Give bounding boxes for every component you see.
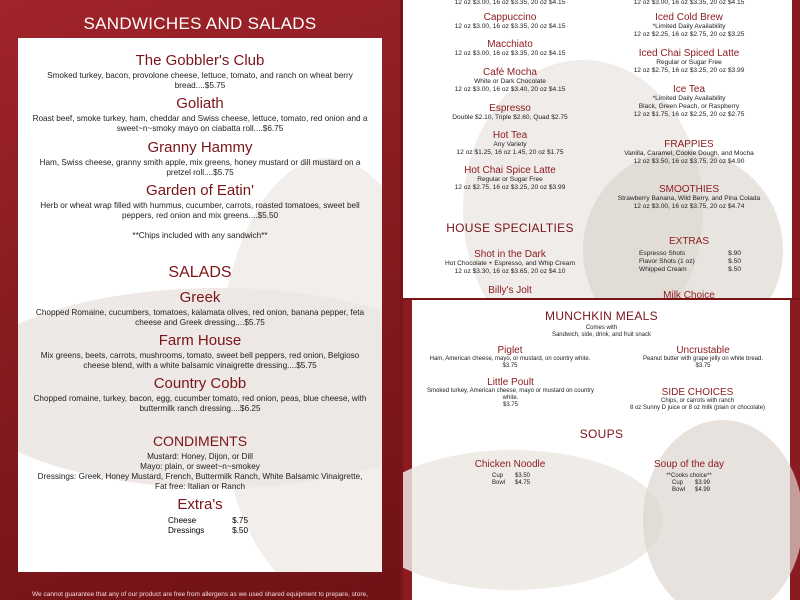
kids-meal-price: $3.75: [502, 402, 518, 408]
munchkin-title: MUNCHKIN MEALS: [545, 309, 658, 323]
condiment-line: Dressings: Greek, Honey Mustard, French, Buttermilk Ranch, White Balsamic Vinaigrette,: [37, 472, 363, 481]
soup-name: Soup of the day: [653, 459, 725, 470]
chips-note: **Chips included with any sandwich**: [132, 231, 268, 240]
sandwich-name: Goliath: [176, 95, 224, 112]
drinks-panel: [403, 0, 800, 298]
kids-soups-panel: [403, 300, 800, 600]
sandwich-name: The Gobbler's Club: [135, 52, 265, 69]
drink-name: Macchiato: [487, 39, 533, 50]
drink-price: 12 oz $3.00, 16 oz $3.35, 20 oz $4.15: [454, 50, 566, 57]
panel-title: SANDWICHES AND SALADS: [83, 14, 317, 33]
drink-name: Hot Tea: [492, 130, 528, 141]
soup-price-row: Bowl $4.75: [492, 480, 530, 486]
soup-note: **Cooks choice**: [666, 473, 712, 479]
kids-meal-price: $3.75: [502, 363, 518, 369]
extra-row: Whipped Cream $.50: [639, 266, 741, 273]
salad-desc: Mix greens, beets, carrots, mushrooms, tomato, sweet bell peppers, red onion, Belgioso cheese blend, with a white balsamic vinaigrette dressing....$5.75: [40, 351, 360, 370]
kids-meal-desc: Ham, American cheese, mayo, or mustard, on country white.: [429, 356, 591, 362]
drink-sub: Any Variety: [493, 141, 527, 148]
soup-name: Chicken Noodle: [474, 459, 546, 470]
condiment-line: Fat free: Italian or Ranch: [154, 482, 246, 491]
drink-sub: Vanilla, Caramel, Cookie Dough, and Mocha: [624, 150, 754, 157]
extras-title: EXTRAS: [668, 236, 709, 247]
panel-edge: [792, 0, 800, 298]
drink-price: 12 oz $3.00, 16 oz $3.75, 20 oz $4.74: [633, 203, 745, 210]
salads-title: SALADS: [168, 264, 232, 281]
drink-price: 12 oz $2.75, 16 oz $3.25, 20 oz $3.99: [633, 67, 745, 74]
extra-row: Dressings $.50: [168, 526, 248, 535]
swirl-decoration: [643, 420, 800, 600]
extra-row: Flavor Shots (1 oz) $.50: [639, 258, 741, 265]
condiments-title: CONDIMENTS: [152, 433, 248, 449]
drink-price: 12 oz $2.25, 16 oz $2.75, 20 oz $3.25: [633, 31, 745, 38]
drink-name: Cappuccino: [483, 12, 537, 23]
munchkin-sub: Sandwich, side, drink, and fruit snack: [551, 332, 652, 338]
drink-sub: *Limited Daily Availability: [652, 95, 726, 102]
salad-name: Farm House: [158, 332, 242, 349]
sandwich-name: Garden of Eatin': [146, 182, 254, 199]
kids-meal-name: Little Poult: [487, 377, 534, 388]
munchkin-sub: Comes with: [585, 325, 618, 331]
sandwich-desc: Ham, Swiss cheese, granny smith apple, mix greens, honey mustard or dill mustard on a pretzel roll....$5.75: [39, 158, 361, 177]
drink-name: Iced Chai Spiced Latte: [638, 48, 740, 59]
drink-name: Hot Chai Spice Latte: [464, 165, 556, 176]
drink-sub: White or Dark Chocolate: [474, 78, 546, 85]
extras-title: Extra's: [177, 496, 223, 513]
extra-row: Espresso Shots $.90: [639, 250, 741, 257]
sandwich-desc: Smoked turkey, bacon, provolone cheese, lettuce, tomato, and ranch on wheat berry bread....$5.75: [47, 71, 353, 90]
soups-title: SOUPS: [579, 427, 624, 441]
drink-name: Iced Cold Brew: [655, 12, 723, 23]
drink-price: 12 oz $3.00, 16 oz $3.35, 20 oz $4.15: [454, 0, 566, 6]
drink-price: 12 oz $1.75, 16 oz $2.25, 20 oz $2.75: [633, 111, 745, 118]
drink-price: 12 oz $3.00, 16 oz $3.40, 20 oz $4.15: [454, 86, 566, 93]
soup-price-row: Cup $3.99: [672, 480, 710, 486]
drink-sub: Hot Chocolate + Espresso, and Whip Cream: [445, 260, 575, 267]
side-choices-desc: 8 oz Sunny D juice or 8 oz milk (plain or chocolate): [629, 405, 766, 411]
frappies-title: FRAPPIES: [664, 139, 714, 150]
drink-price: 12 oz $3.00, 16 oz $3.35, 20 oz $4.15: [633, 0, 745, 6]
soup-price-row: Cup $3.50: [492, 473, 530, 479]
drink-sub: Regular or Sugar Free: [477, 176, 543, 183]
salad-desc: Chopped Romaine, cucumbers, tomatoes, kalamata olives, red onion, banana pepper, feta cheese and Greek dressing....$5.75: [35, 308, 365, 327]
smoothies-title: SMOOTHIES: [658, 184, 719, 195]
drink-name: Espresso: [489, 103, 531, 114]
drink-price: 12 oz $1.25, 16 oz 1.45, 20 oz $1.75: [456, 149, 564, 156]
drink-name: Ice Tea: [672, 84, 706, 95]
soup-price-row: Bowl $4.99: [672, 487, 710, 493]
drink-price: 12 oz $3.30, 16 oz $3.65, 20 oz $4.10: [454, 268, 566, 275]
salad-name: Greek: [179, 289, 221, 306]
allergen-footer: We cannot guarantee that any of our product are free from allergens as we used shared equipment to prepare, store,: [32, 591, 368, 598]
kids-meal-name: Uncrustable: [676, 345, 730, 356]
drink-price: Double $2.10, Triple $2.60, Quad $2.75: [452, 114, 568, 121]
condiment-line: Mayo: plain, or sweet~n~smokey: [140, 462, 260, 471]
drink-name: Billy's Jolt: [488, 285, 532, 296]
kids-meal-desc: Peanut butter with grape jelly on white bread.: [642, 356, 764, 362]
sandwich-desc: Herb or wheat wrap filled with hummus, cucumber, carrots, roasted tomatoes, sweet bell peppers, red onion and mix greens....$5.50: [40, 201, 360, 220]
salad-name: Country Cobb: [153, 375, 247, 392]
drink-price: 12 oz $3.00, 16 oz $3.35, 20 oz $4.15: [454, 23, 566, 30]
menu-card: [18, 38, 382, 572]
drink-sub: Strawberry Banana, Wild Berry, and Pina Colada: [617, 195, 761, 202]
drink-sub: *Limited Daily Availability: [652, 23, 726, 30]
specialties-title: HOUSE SPECIALTIES: [446, 221, 574, 235]
sandwich-name: Granny Hammy: [147, 139, 253, 156]
kids-meal-name: Piglet: [497, 345, 523, 356]
sandwich-desc: Roast beef, smoke turkey, ham, cheddar and Swiss cheese, lettuce, tomato, red onion and a sweet~n~smoky mayo on ciabatta roll....$6.75: [32, 114, 368, 133]
kids-meal-desc: Smoked turkey, American cheese, mayo or mustard on country white.: [427, 388, 594, 401]
extra-row: Cheese $.75: [168, 516, 248, 525]
side-choices-desc: Chips, or carrots with ranch: [660, 398, 735, 404]
drink-name: Shot in the Dark: [474, 249, 546, 260]
drink-price: 12 oz $3.50, 16 oz $3.75, 20 oz $4.90: [633, 158, 745, 165]
drink-sub: Black, Green Peach, or Raspberry: [638, 103, 740, 110]
condiment-line: Mustard: Honey, Dijon, or Dill: [147, 452, 253, 461]
drink-name: Café Mocha: [483, 67, 537, 78]
swirl-decoration: [403, 450, 663, 590]
drink-price: 12 oz $2.75, 16 oz $3.25, 20 oz $3.99: [454, 184, 566, 191]
side-choices-title: SIDE CHOICES: [661, 387, 734, 398]
drink-sub: Regular or Sugar Free: [656, 59, 722, 66]
kids-meal-price: $3.75: [695, 363, 711, 369]
salad-desc: Chopped romaine, turkey, bacon, egg, cucumber tomato, red onion, peas, blue cheese, with buttermilk ranch dressing....$6.25: [33, 394, 367, 413]
milk-choice-title: Milk Choice: [663, 290, 715, 298]
